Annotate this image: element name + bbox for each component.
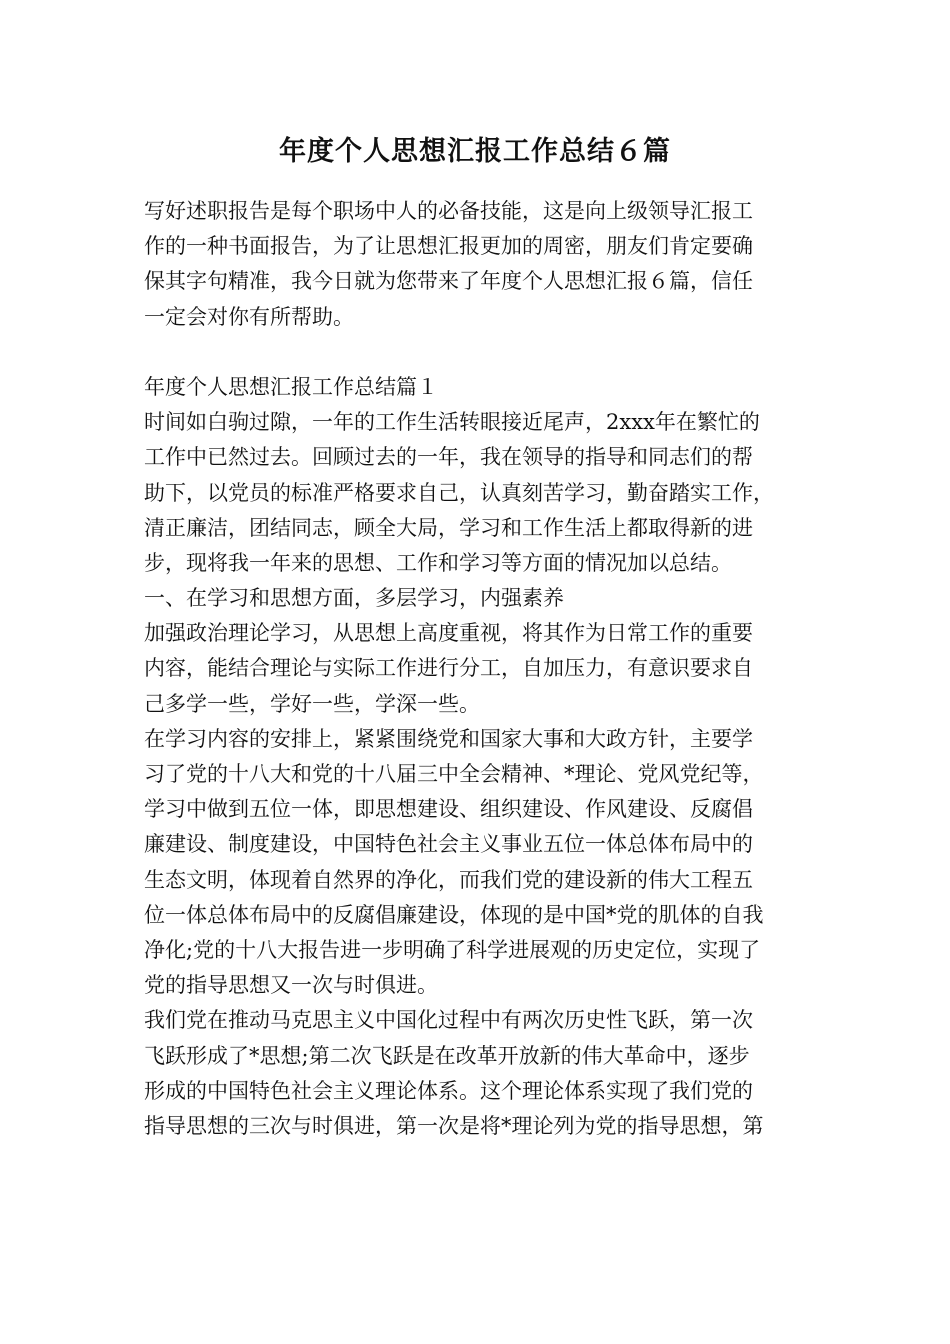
paragraph-line: 一定会对你有所帮助。 bbox=[144, 304, 354, 329]
paragraph-line: 廉建设、制度建设，中国特色社会主义事业五位一体总体布局中的 bbox=[144, 832, 753, 857]
paragraph-line: 内容，能结合理论与实际工作进行分工，自加压力，有意识要求自 bbox=[144, 656, 753, 681]
document-body bbox=[144, 194, 810, 1144]
document-title: 年度个人思想汇报工作总结６篇 bbox=[279, 136, 671, 167]
paragraph-line: 步，现将我一年来的思想、工作和学习等方面的情况加以总结。 bbox=[144, 550, 732, 575]
blank-line bbox=[144, 335, 810, 370]
paragraph-line: 清正廉洁，团结同志，顾全大局，学习和工作生活上都取得新的进 bbox=[144, 515, 753, 540]
paragraph-line: 学习中做到五位一体，即思想建设、组织建设、作风建设、反腐倡 bbox=[144, 797, 753, 822]
paragraph-line: 党的指导思想又一次与时俱进。 bbox=[144, 973, 438, 998]
paragraph-line: 飞跃形成了*思想;第二次飞跃是在改革开放新的伟大革命中，逐步 bbox=[144, 1043, 750, 1068]
paragraph-line: 己多学一些，学好一些，学深一些。 bbox=[144, 691, 480, 716]
paragraph-line: 写好述职报告是每个职场中人的必备技能，这是向上级领导汇报工 bbox=[144, 199, 753, 223]
paragraph-line: 工作中已然过去。回顾过去的一年，我在领导的指导和同志们的帮 bbox=[144, 445, 753, 470]
paragraph-line: 作的一种书面报告，为了让思想汇报更加的周密，朋友们肯定要确 bbox=[144, 234, 753, 259]
subsection-heading: 一、在学习和思想方面，多层学习，内强素养 bbox=[144, 586, 564, 611]
paragraph-line: 生态文明，体现着自然界的净化，而我们党的建设新的伟大工程五 bbox=[144, 867, 753, 892]
paragraph-line: 净化;党的十八大报告进一步明确了科学进展观的历史定位，实现了 bbox=[144, 937, 761, 962]
paragraph-line: 指导思想的三次与时俱进，第一次是将*理论列为党的指导思想，第 bbox=[144, 1113, 764, 1138]
paragraph-line: 时间如白驹过隙，一年的工作生活转眼接近尾声，2xxx年在繁忙的 bbox=[144, 410, 760, 435]
paragraph-line: 在学习内容的安排上，紧紧围绕党和国家大事和大政方针，主要学 bbox=[144, 726, 753, 751]
paragraph-line: 加强政治理论学习，从思想上高度重视，将其作为日常工作的重要 bbox=[144, 621, 753, 646]
paragraph-line: 位一体总体布局中的反腐倡廉建设，体现的是中国*党的肌体的自我 bbox=[144, 902, 764, 927]
paragraph-line: 助下，以党员的标准严格要求自己，认真刻苦学习，勤奋踏实工作， bbox=[144, 480, 774, 505]
paragraph-line: 我们党在推动马克思主义中国化过程中有两次历史性飞跃，第一次 bbox=[144, 1008, 753, 1033]
paragraph-line: 形成的中国特色社会主义理论体系。这个理论体系实现了我们党的 bbox=[144, 1078, 753, 1103]
paragraph-line: 保其字句精准，我今日就为您带来了年度个人思想汇报６篇，信任 bbox=[144, 269, 753, 294]
paragraph-line: 习了党的十八大和党的十八届三中全会精神、*理论、党风党纪等， bbox=[144, 762, 764, 786]
section-heading: 年度个人思想汇报工作总结篇１ bbox=[144, 374, 438, 399]
